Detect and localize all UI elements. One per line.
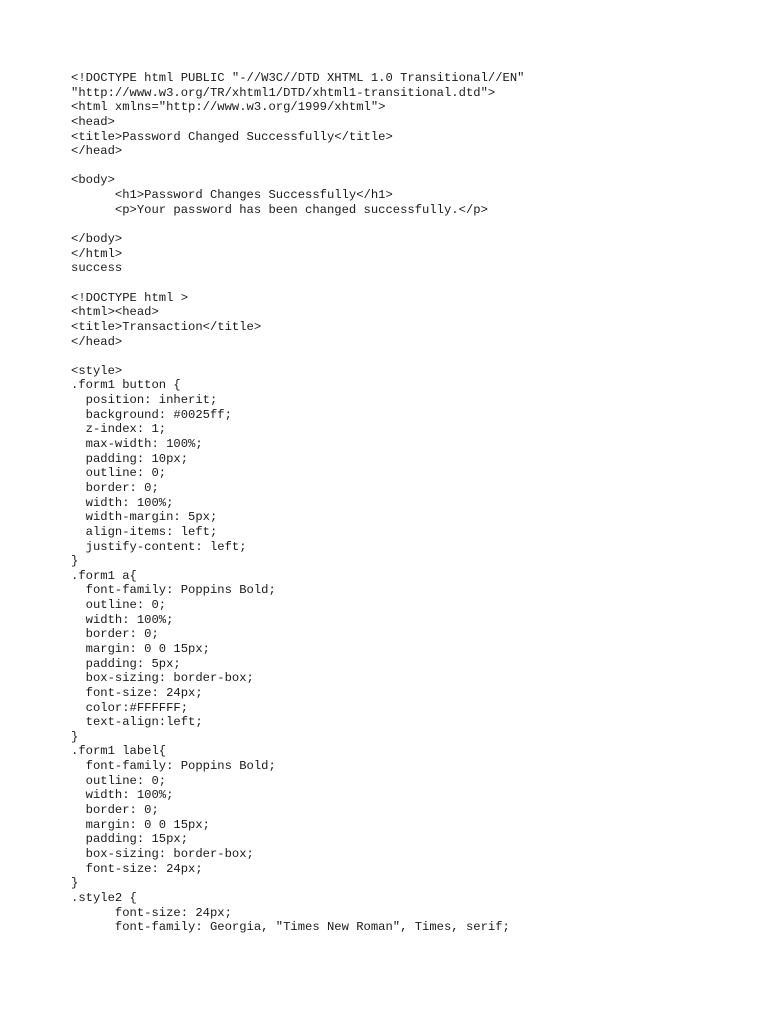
code-line: outline: 0; — [71, 598, 167, 613]
code-line: .form1 a{ — [71, 568, 137, 583]
code-line: <head> — [71, 114, 115, 129]
code-line: font-size: 24px; — [71, 685, 203, 700]
code-line: padding: 10px; — [71, 451, 189, 466]
code-line — [71, 159, 751, 174]
code-line: max-width: 100%; — [71, 437, 203, 452]
code-line: box-sizing: border-box; — [71, 846, 254, 861]
code-line: <body> — [71, 173, 115, 188]
code-line: .style2 { — [71, 890, 137, 905]
code-line: margin: 0 0 15px; — [71, 641, 210, 656]
code-line: align-items: left; — [71, 524, 218, 539]
code-line: z-index: 1; — [71, 422, 167, 437]
code-line — [71, 217, 751, 232]
code-line: outline: 0; — [71, 773, 167, 788]
code-line: justify-content: left; — [71, 539, 247, 554]
code-line: outline: 0; — [71, 466, 167, 481]
code-line: } — [71, 876, 79, 891]
code-line: <!DOCTYPE html > — [71, 290, 189, 305]
code-line: </body> — [71, 232, 123, 247]
code-line: border: 0; — [71, 480, 159, 495]
code-line: font-size: 24px; — [71, 905, 232, 920]
code-line: .form1 button { — [71, 378, 181, 393]
code-line: padding: 15px; — [71, 832, 189, 847]
code-line: </head> — [71, 334, 123, 349]
code-line: <title>Password Changed Successfully</title> — [71, 129, 393, 144]
code-line: <style> — [71, 363, 123, 378]
code-line: box-sizing: border-box; — [71, 671, 254, 686]
code-line: background: #0025ff; — [71, 407, 232, 422]
code-line: font-family: Poppins Bold; — [71, 583, 276, 598]
code-line: font-family: Georgia, "Times New Roman", Times, serif; — [71, 920, 510, 935]
code-line: width: 100%; — [71, 495, 174, 510]
code-line: width: 100%; — [71, 788, 174, 803]
code-line: } — [71, 729, 79, 744]
code-line: <!DOCTYPE html PUBLIC "-//W3C//DTD XHTML 1.0 Transitional//EN" — [71, 71, 525, 85]
code-listing — [71, 71, 751, 935]
code-line: .form1 label{ — [71, 744, 167, 759]
code-line: <title>Transaction</title> — [71, 319, 262, 334]
code-line: } — [71, 554, 79, 569]
code-line: <h1>Password Changes Successfully</h1> — [71, 188, 393, 203]
code-line — [71, 349, 751, 364]
code-line: font-size: 24px; — [71, 861, 203, 876]
code-line: <p>Your password has been changed successfully.</p> — [71, 202, 488, 217]
code-line: border: 0; — [71, 627, 159, 642]
code-line: padding: 5px; — [71, 656, 181, 671]
code-line: width: 100%; — [71, 612, 174, 627]
code-line: width-margin: 5px; — [71, 510, 218, 525]
code-line: "http://www.w3.org/TR/xhtml1/DTD/xhtml1-transitional.dtd"> — [71, 85, 496, 100]
code-line: <html xmlns="http://www.w3.org/1999/xhtml"> — [71, 100, 386, 115]
code-line: success — [71, 261, 123, 276]
code-line: </head> — [71, 144, 123, 159]
code-line: <html><head> — [71, 305, 159, 320]
code-line: </html> — [71, 246, 123, 261]
code-line: color:#FFFFFF; — [71, 700, 189, 715]
code-line: font-family: Poppins Bold; — [71, 759, 276, 774]
code-line: margin: 0 0 15px; — [71, 817, 210, 832]
code-line: position: inherit; — [71, 393, 218, 408]
code-line — [71, 276, 751, 291]
code-line: border: 0; — [71, 803, 159, 818]
code-line: text-align:left; — [71, 715, 203, 730]
